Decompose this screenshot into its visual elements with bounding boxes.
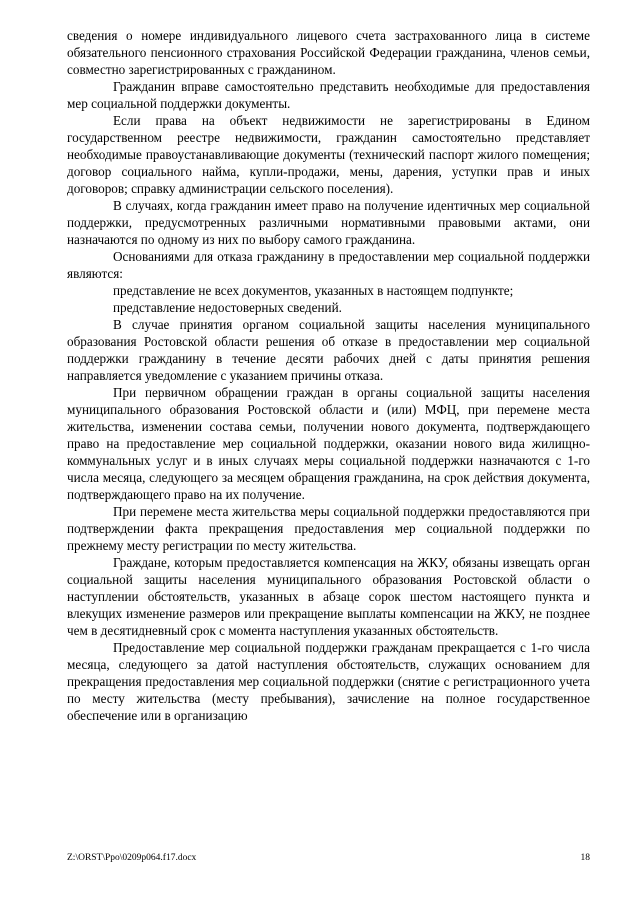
paragraph-4: В случаях, когда гражданин имеет право на получение идентичных мер социальной поддержки, предусмотренных различными нормативными правовыми актами, они назначаются по одному из них по выбору самого гражданина.: [67, 198, 590, 247]
paragraph-12: Предоставление мер социальной поддержки гражданам прекращается с 1-го числа месяца, следующего за датой наступления обстоятельств, служащих основанием для прекращения предоставления мер социальной поддержки (снятие с регистрационного учета по месту жительства (месту пребывания), зачисление на полное государственное обеспечение или в организацию: [67, 640, 590, 723]
paragraph-7: представление недостоверных сведений.: [113, 300, 342, 315]
paragraph-5: Основаниями для отказа гражданину в предоставлении мер социальной поддержки являются:: [67, 249, 590, 281]
paragraph-1: сведения о номере индивидуального лицевого счета застрахованного лица в системе обязательного пенсионного страхования Российской Федерации гражданина, членов семьи, совместно зарегистрированных с гражданином.: [67, 28, 590, 77]
paragraph-3: Если права на объект недвижимости не зарегистрированы в Едином государственном реестре недвижимости, гражданин самостоятельно представляет необходимые правоустанавливающие документы (технический паспорт жилого помещения; договор социального найма, купли-продажи, мены, дарения, уступки прав и иных договоров; справку администрации сельского поселения).: [67, 113, 590, 196]
paragraph-9: При первичном обращении граждан в органы социальной защиты населения муниципального образования Ростовской области и (или) МФЦ, при перемене места жительства, изменении состава семьи, получении нового документа, подтверждающего право на предоставление мер социальной поддержки, оказании нового вида жилищно-коммунальных услуг и в иных случаях меры социальной поддержки назначаются с 1-го числа месяца, следующего за месяцем обращения гражданина, на срок действия документа, подтверждающего право на их получение.: [67, 385, 590, 502]
file-path: Z:\ORST\Ppo\0209p064.f17.docx: [67, 853, 197, 863]
page-number: 18: [580, 853, 590, 863]
paragraph-10: При перемене места жительства меры социальной поддержки предоставляются при подтверждении факта прекращения предоставления мер социальной поддержки по прежнему месту регистрации по месту жительства.: [67, 504, 590, 553]
paragraph-2: Гражданин вправе самостоятельно представить необходимые для предоставления мер социальной поддержки документы.: [67, 79, 590, 111]
paragraph-11: Граждане, которым предоставляется компенсация на ЖКУ, обязаны извещать орган социальной защиты населения муниципального образования Ростовской области о наступлении обстоятельств, указанных в абзаце сорок шестом настоящего пункта и влекущих изменение размеров или прекращение выплаты компенсации на ЖКУ, не позднее чем в десятидневный срок с момента наступления указанных обстоятельств.: [67, 555, 590, 638]
paragraph-8: В случае принятия органом социальной защиты населения муниципального образования Ростовской области решения об отказе в предоставлении мер социальной поддержки гражданину в течение десяти рабочих дней с даты принятия решения направляется уведомление с указанием причины отказа.: [67, 317, 590, 383]
document-body: [67, 27, 590, 724]
paragraph-6: представление не всех документов, указанных в настоящем подпункте;: [113, 283, 514, 298]
